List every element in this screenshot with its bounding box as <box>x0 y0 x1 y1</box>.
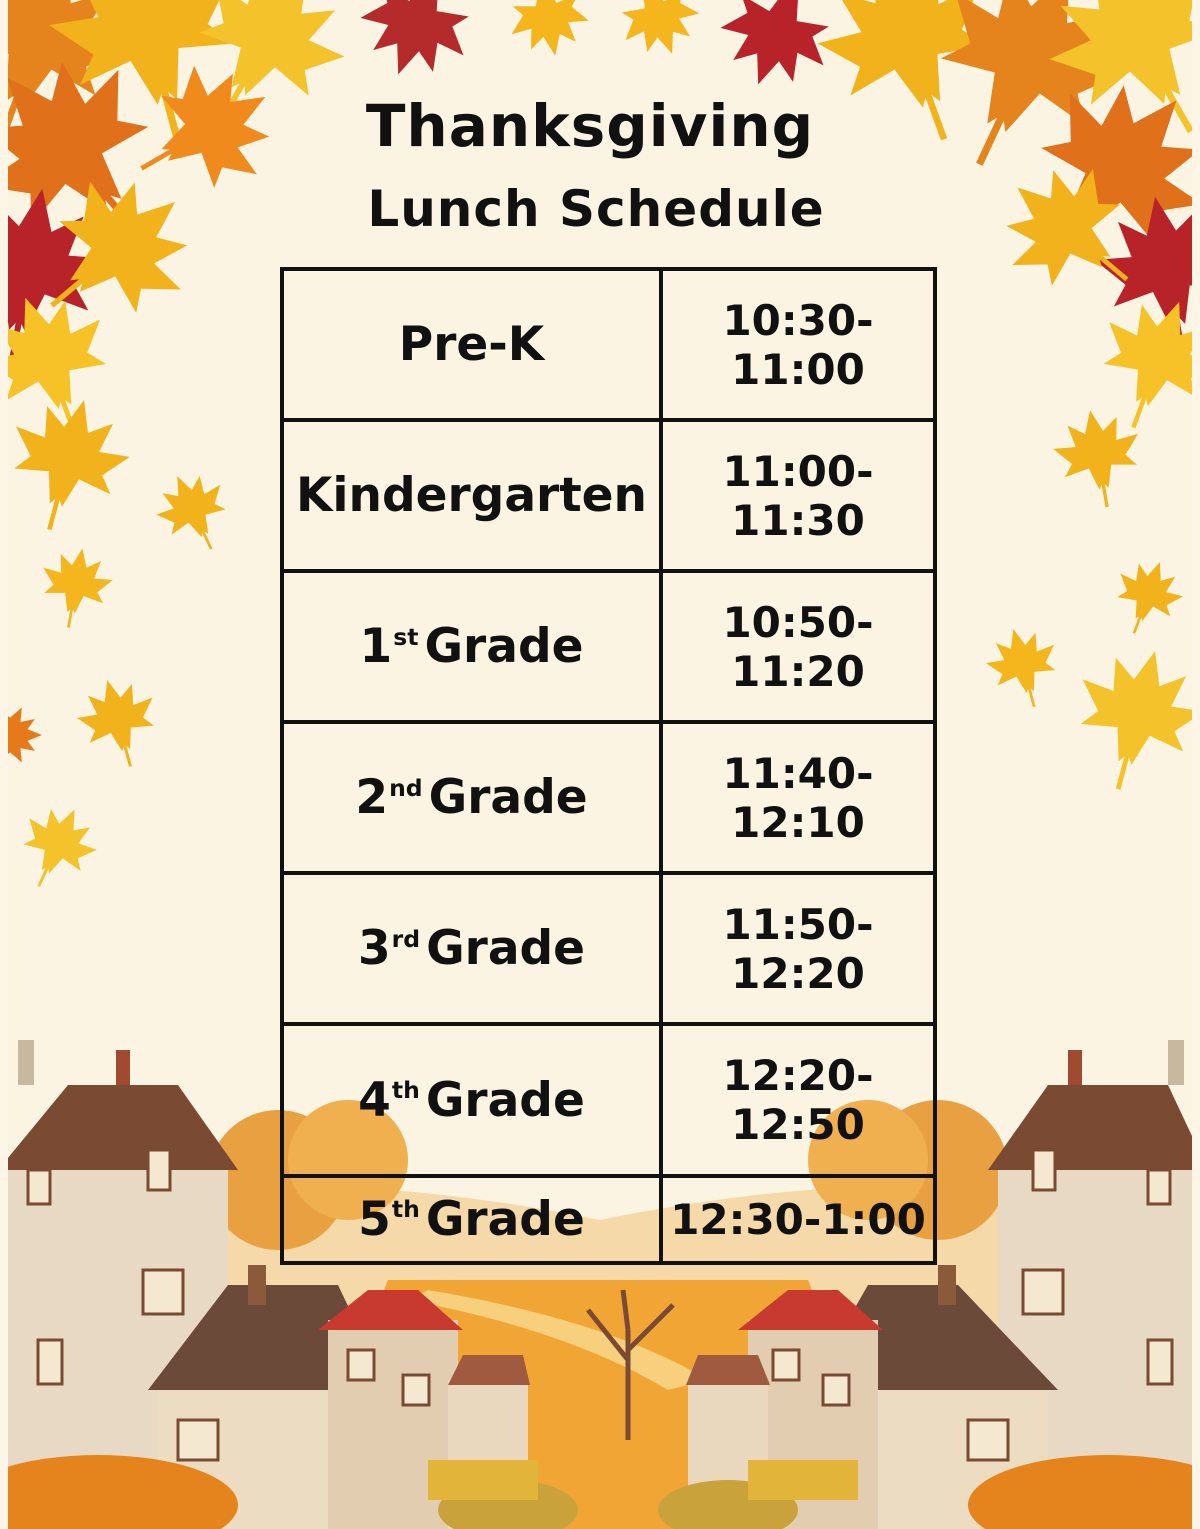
ordinal-suffix: rd <box>391 924 421 953</box>
grade-number: 3 <box>357 921 391 977</box>
lunch-time: 10:50-11:20 <box>661 571 935 722</box>
grade-cell <box>282 1024 661 1175</box>
grade-cell <box>282 420 661 571</box>
lunch-time: 12:20-12:50 <box>661 1024 935 1175</box>
grade-cell <box>282 722 661 873</box>
grade-cell <box>282 269 661 420</box>
table-row <box>282 420 935 571</box>
page-subtitle: Lunch Schedule <box>367 180 825 238</box>
ordinal-suffix: th <box>391 1075 420 1104</box>
table-row <box>282 873 935 1024</box>
table-row <box>282 269 935 420</box>
grade-number: 5 <box>358 1191 391 1247</box>
flyer-page <box>8 0 1192 1529</box>
lunch-schedule-table <box>280 267 937 1265</box>
lunch-time: 11:00-11:30 <box>661 420 935 571</box>
lunch-time: 10:30-11:00 <box>661 269 935 420</box>
grade-number: 4 <box>358 1072 391 1128</box>
grade-label: Kindergarten <box>295 468 648 524</box>
lunch-time: 12:30-1:00 <box>661 1176 935 1263</box>
ordinal-suffix: nd <box>389 773 423 802</box>
page-title: Thanksgiving <box>365 92 815 160</box>
grade-label: Grade <box>424 619 584 675</box>
grade-cell <box>282 1176 661 1263</box>
table-row <box>282 571 935 722</box>
table-row <box>282 1024 935 1175</box>
grade-cell <box>282 571 661 722</box>
ordinal-suffix: st <box>393 622 419 651</box>
table-row <box>282 1176 935 1263</box>
grade-number: 1 <box>359 619 393 675</box>
grade-cell <box>282 873 661 1024</box>
grade-number: 2 <box>355 770 389 826</box>
grade-label: Grade <box>425 1072 585 1128</box>
grade-label: Grade <box>426 921 586 977</box>
lunch-time: 11:40-12:10 <box>661 722 935 873</box>
ordinal-suffix: th <box>391 1195 420 1224</box>
lunch-time: 11:50-12:20 <box>661 873 935 1024</box>
grade-label: Pre-K <box>398 317 545 373</box>
table-row <box>282 722 935 873</box>
grade-label: Grade <box>428 770 588 826</box>
grade-label: Grade <box>425 1191 585 1247</box>
